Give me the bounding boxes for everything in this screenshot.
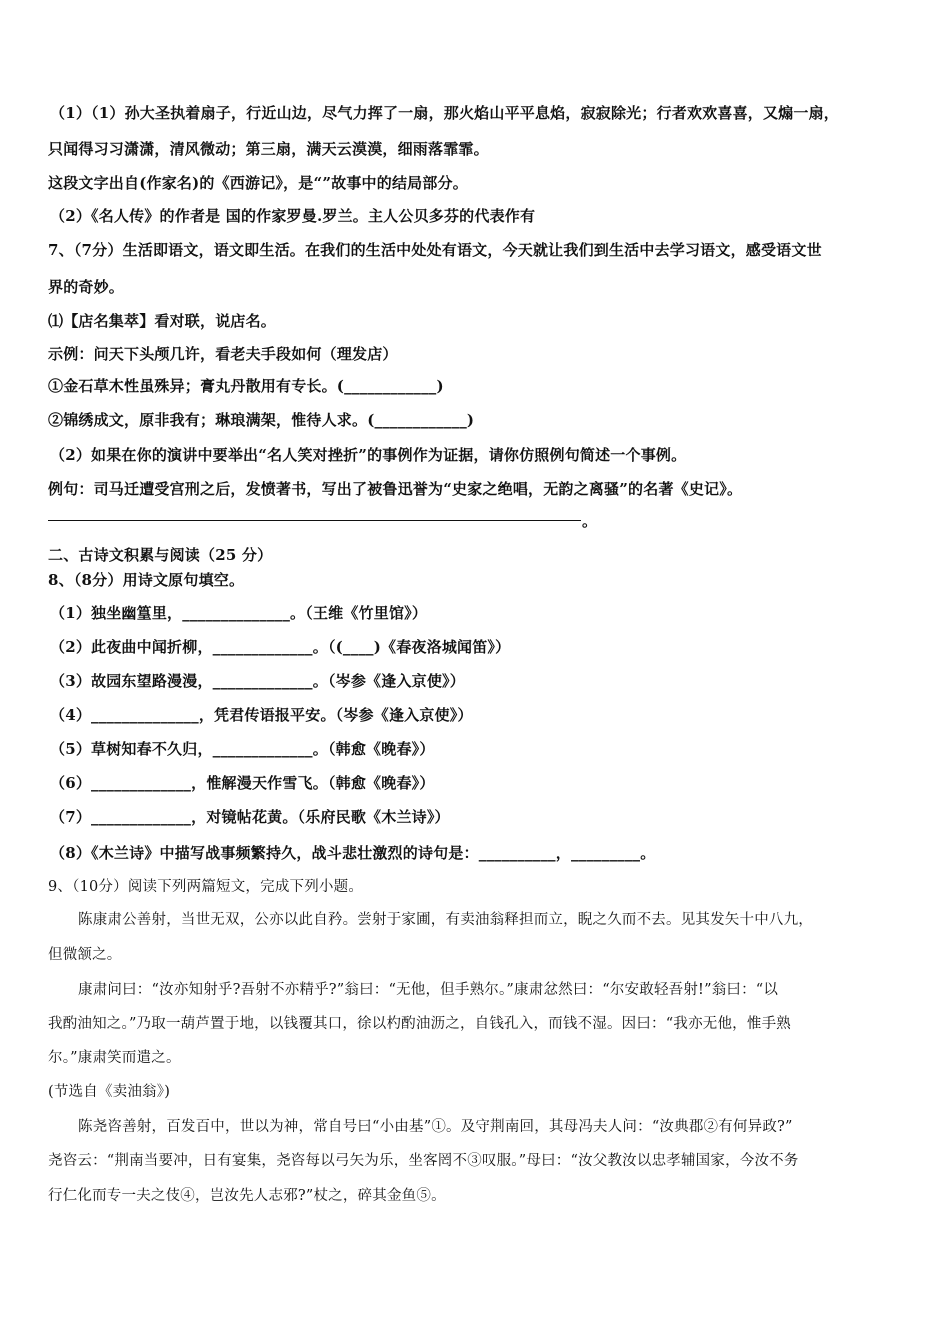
q6-part1-line2: 只闻得习习潇潇，清风微动；第三扇，满天云漠漠，细雨落霏霏。 xyxy=(48,140,489,158)
q8-item-2: （2）此夜曲中闻折柳，_____________。（(____)《春夜洛城闻笛》） xyxy=(50,638,511,656)
q9-passage-a-source: (节选自《卖油翁》) xyxy=(48,1084,171,1100)
q7-item2: ②锦绣成文，原非我有；琳琅满架，惟待人求。(____________) xyxy=(48,411,475,429)
q7-item1: ①金石草木性虽殊异；膏丸丹散用有专长。(____________) xyxy=(48,377,444,395)
q8-item-4: （4）______________，凭君传语报平安。（岑参《逢入京使》） xyxy=(50,706,473,724)
q7-part2: （2）如果在你的演讲中要举出“名人笑对挫折”的事例作为证据，请你仿照例句简述一个事例。 xyxy=(50,446,687,464)
q8-item-6: （6）_____________，惟解漫天作雪飞。（韩愈《晚春》） xyxy=(50,774,435,792)
q8-item-3: （3）故园东望路漫漫，_____________。（岑参《逢入京使》） xyxy=(50,672,465,690)
q9-passage-a-line3: 康肃问曰：“汝亦知射乎?吾射不亦精乎?”翁曰：“无他，但手熟尔。”康肃忿然曰：“尔安敢轻吾射!”翁曰：“以 xyxy=(78,982,779,998)
q8-item-1: （1）独坐幽篁里，______________。（王维《竹里馆》） xyxy=(50,604,428,622)
q9-passage-b-line2: 尧咨云：“荆南当要冲，日有宴集，尧咨每以弓矢为乐，坐客罔不③叹服。”母曰：“汝父教汝以忠孝辅国家，今汝不务 xyxy=(48,1153,799,1169)
q9-passage-a-line4: 我酌油知之。”乃取一葫芦置于地，以钱覆其口，徐以杓酌油沥之，自钱孔入，而钱不湿。因曰：“我亦无他，惟手熟 xyxy=(48,1016,791,1032)
q8-item-5: （5）草树知春不久归，_____________。（韩愈《晚春》） xyxy=(50,740,435,758)
answer-line-end: 。 xyxy=(582,512,598,530)
q6-part2: （2）《名人传》的作者是 国的作家罗曼.罗兰。主人公贝多芬的代表作有 xyxy=(50,207,536,225)
q7-stem-line2: 界的奇妙。 xyxy=(48,278,125,296)
q9-passage-b-line1: 陈尧咨善射，百发百中，世以为神，常自号曰“小由基”①。及守荆南回，其母冯夫人问：“汝典郡②有何异政?” xyxy=(78,1119,793,1135)
section2-title: 二、古诗文积累与阅读（25 分） xyxy=(48,546,273,564)
q8-item-7: （7）_____________，对镜帖花黄。（乐府民歌《木兰诗》） xyxy=(50,808,450,826)
q7-example: 示例：问天下头颅几许，看老夫手段如何（理发店） xyxy=(48,345,398,363)
q9-passage-a-line1: 陈康肃公善射，当世无双，公亦以此自矜。尝射于家圃，有卖油翁释担而立，睨之久而不去。见其发矢十中八九， xyxy=(78,912,813,928)
q7-part1-title: ⑴【店名集萃】看对联，说店名。 xyxy=(48,312,277,330)
q6-part1-line3: 这段文字出自(作家名)的《西游记》，是“”故事中的结局部分。 xyxy=(48,174,468,192)
q9-passage-b-line3: 行仁化而专一夫之伎④，岂汝先人志邪?”杖之，碎其金鱼⑤。 xyxy=(48,1188,446,1204)
q9-passage-a-line2: 但微颔之。 xyxy=(48,947,122,963)
q9-passage-a-line5: 尔。”康肃笑而遣之。 xyxy=(48,1050,181,1066)
q9-stem: 9、（10分）阅读下列两篇短文，完成下列小题。 xyxy=(48,879,364,895)
q8-item-8: （8）《木兰诗》中描写战事频繁持久，战斗悲壮激烈的诗句是：__________，_________。 xyxy=(50,844,656,862)
q7-example2: 例句：司马迁遭受宫刑之后，发愤著书，写出了被鲁迅誉为“史家之绝唱，无韵之离骚”的名著《史记》。 xyxy=(48,480,743,498)
q6-part1-line1: （1）（1）孙大圣执着扇子，行近山边，尽气力挥了一扇，那火焰山平平息焰，寂寂除光；行者欢欢喜喜，又煽一扇， xyxy=(50,104,839,122)
answer-line xyxy=(48,520,581,521)
q7-stem-line1: 7、（7分）生活即语文，语文即生活。在我们的生活中处处有语文，今天就让我们到生活中去学习语文，感受语文世 xyxy=(48,241,822,259)
q8-stem: 8、（8分）用诗文原句填空。 xyxy=(48,571,245,589)
